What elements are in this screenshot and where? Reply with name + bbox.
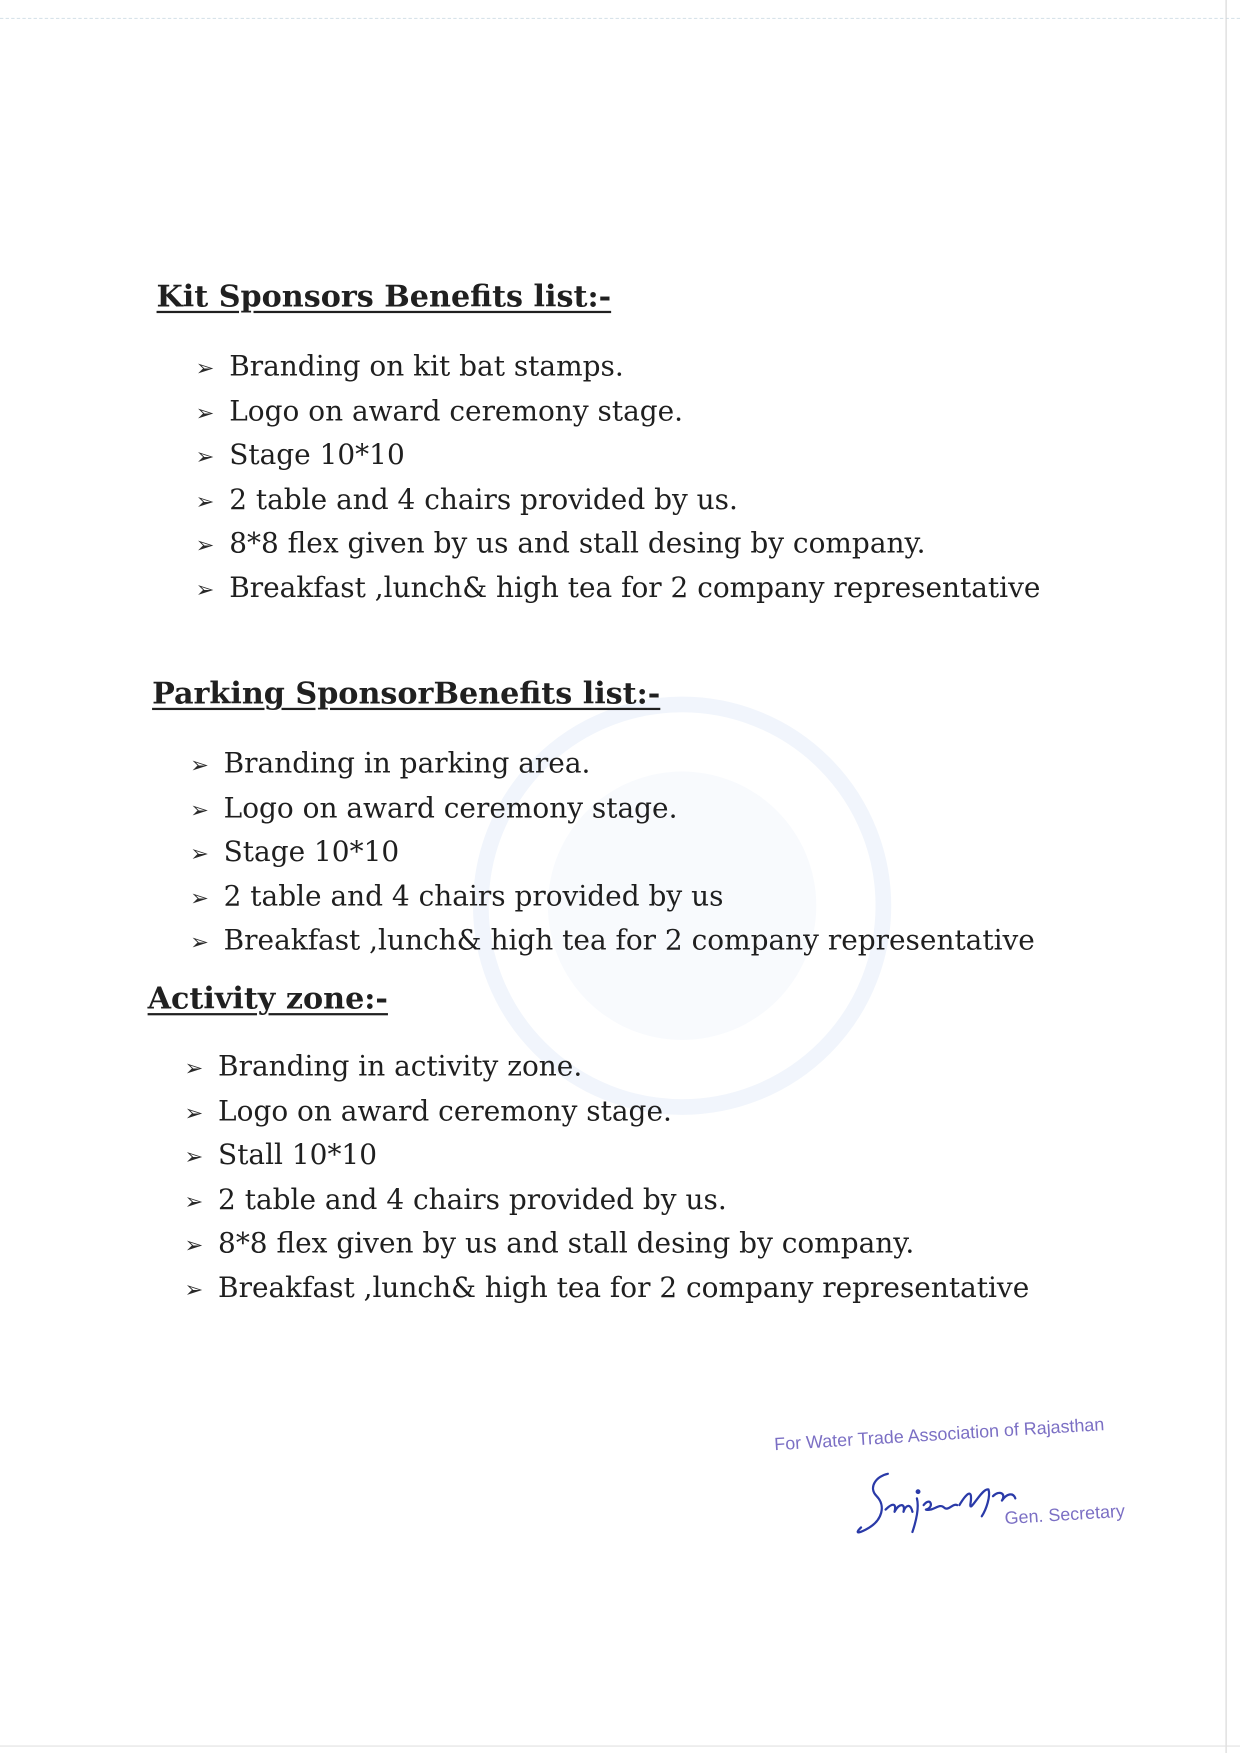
list-item <box>196 565 1041 609</box>
list-item <box>185 1221 1030 1265</box>
list-item-text: 2 table and 4 chairs provided by us. <box>229 482 738 515</box>
handwritten-signature <box>850 1454 1040 1543</box>
stamp-organization: For Water Trade Association of Rajasthan <box>773 1415 1105 1455</box>
arrow-bullet-icon: ➢ <box>195 575 215 603</box>
list-item-text: 2 table and 4 chairs provided by us. <box>218 1182 727 1215</box>
list-item <box>185 1044 1030 1088</box>
list-item <box>185 1089 1030 1133</box>
list-item-text: Stall 10*10 <box>218 1138 377 1171</box>
arrow-bullet-icon: ➢ <box>184 1098 204 1126</box>
list-item-text: 8*8 flex given by us and stall desing by company. <box>218 1226 915 1260</box>
list-item-text: Breakfast ,lunch& high tea for 2 company representative <box>218 1270 1030 1304</box>
list-item <box>196 433 1041 477</box>
list-item-text: Branding in parking area. <box>223 746 591 780</box>
scan-edge-bottom <box>0 1746 1240 1747</box>
stamp-designation: Gen. Secretary <box>1004 1502 1126 1529</box>
arrow-bullet-icon: ➢ <box>190 795 209 823</box>
list-item-text: Branding on kit bat stamps. <box>229 349 624 383</box>
arrow-bullet-icon: ➢ <box>195 531 215 558</box>
arrow-bullet-icon: ➢ <box>195 354 215 382</box>
list-item <box>190 830 1035 874</box>
arrow-bullet-icon: ➢ <box>184 1231 204 1258</box>
list-item <box>196 477 1041 521</box>
arrow-bullet-icon: ➢ <box>190 883 209 911</box>
activity-zone-heading: Activity zone:- <box>147 981 388 1017</box>
list-item-text: Branding in activity zone. <box>218 1049 583 1083</box>
arrow-bullet-icon: ➢ <box>195 398 215 426</box>
list-item <box>196 389 1041 433</box>
list-item <box>185 1133 1030 1177</box>
list-item-text: Logo on award ceremony stage. <box>218 1094 672 1127</box>
arrow-bullet-icon: ➢ <box>184 1186 204 1214</box>
list-item <box>190 918 1035 962</box>
arrow-bullet-icon: ➢ <box>184 1275 204 1303</box>
list-item-text: Logo on award ceremony stage. <box>223 791 678 824</box>
arrow-bullet-icon: ➢ <box>190 839 209 867</box>
arrow-bullet-icon: ➢ <box>190 928 209 955</box>
kit-sponsors-heading: Kit Sponsors Benefits list:- <box>156 279 612 315</box>
activity-zone-list <box>185 1044 1030 1309</box>
list-item-text: Breakfast ,lunch& high tea for 2 company representative <box>223 923 1035 957</box>
scan-edge-right <box>1226 0 1227 1753</box>
list-item <box>190 874 1035 918</box>
list-item-text: Stage 10*10 <box>223 835 400 868</box>
list-item-text: Stage 10*10 <box>229 438 405 471</box>
list-item-text: Breakfast ,lunch& high tea for 2 company representative <box>229 570 1041 604</box>
arrow-bullet-icon: ➢ <box>195 486 215 514</box>
list-item <box>196 521 1041 565</box>
arrow-bullet-icon: ➢ <box>184 1142 204 1170</box>
arrow-bullet-icon: ➢ <box>195 442 215 470</box>
list-item-text: Logo on award ceremony stage. <box>229 394 684 427</box>
arrow-bullet-icon: ➢ <box>184 1054 204 1082</box>
list-item-text: 8*8 flex given by us and stall desing by company. <box>229 526 926 560</box>
list-item-text: 2 table and 4 chairs provided by us <box>223 879 724 912</box>
parking-sponsor-list <box>190 741 1035 962</box>
list-item <box>196 344 1041 388</box>
list-item <box>185 1177 1030 1221</box>
list-item <box>190 786 1035 830</box>
arrow-bullet-icon: ➢ <box>190 751 209 779</box>
kit-sponsors-list <box>196 344 1041 609</box>
parking-sponsor-heading: Parking SponsorBenefits list:- <box>152 676 661 712</box>
list-item <box>185 1265 1030 1309</box>
scan-edge-top <box>0 18 1240 19</box>
list-item <box>190 741 1035 785</box>
secretary-stamp <box>767 1415 1153 1554</box>
